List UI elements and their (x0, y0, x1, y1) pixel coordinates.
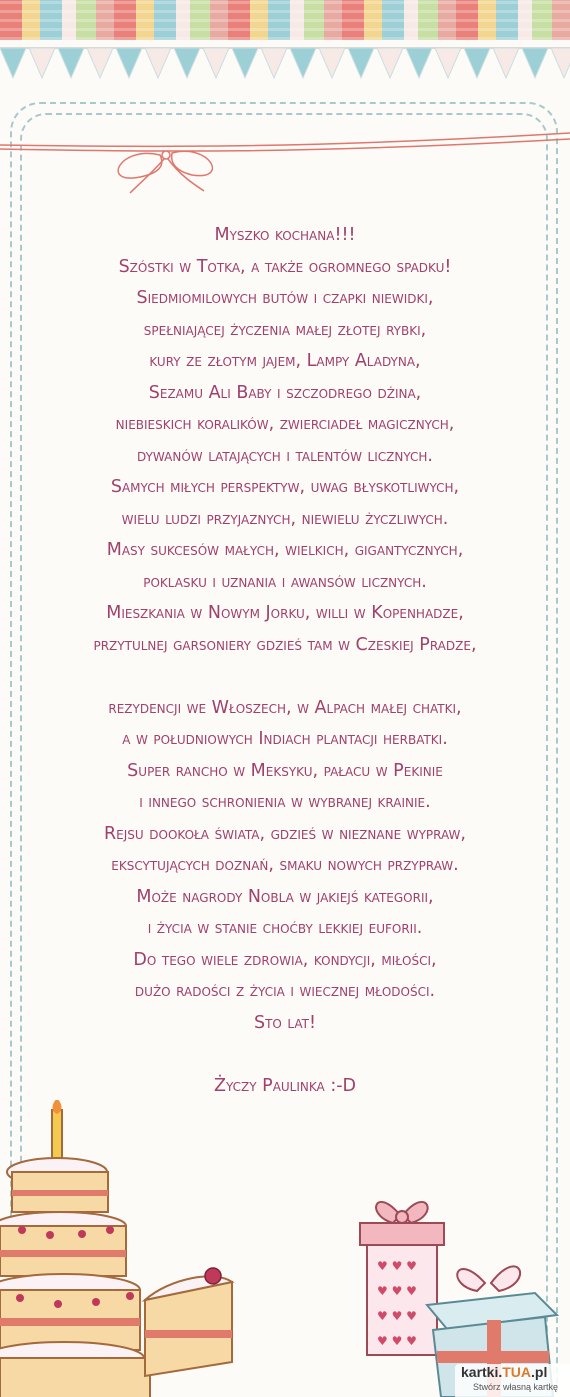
poem-blank-line (30, 661, 540, 693)
poem-line: Samych miłych perspektyw, uwag błyskotliwych, (110, 477, 460, 497)
poem-blank-line (30, 1039, 540, 1071)
poem-line: niebieskich koralików, zwierciadeł magicznych, (115, 414, 455, 434)
poem-line: dywanów latających i talentów licznych. (137, 445, 433, 466)
poem-line: Szóstki w Totka, a także ogromnego spadku! (118, 256, 452, 277)
kartki-logo[interactable] (455, 1364, 570, 1397)
poem-line: Sezamu Ali Baby i szczodrego dżina, (148, 382, 422, 403)
poem-line: dużo radości z życia i wiecznej młodości. (134, 981, 436, 1001)
poem-line: Do tego wiele zdrowia, kondycji, miłości, (133, 949, 437, 970)
logo-wordmark: kartki.TUA.pl (461, 1364, 548, 1380)
birthday-cake-illustration (0, 1100, 250, 1397)
greeting-poem (30, 220, 540, 1102)
poem-line: poklasku i uznania i awansów licznych. (143, 571, 427, 592)
bunting-flag (203, 48, 229, 78)
bunting-flag (522, 48, 548, 78)
bunting-flag (348, 48, 374, 78)
bunting-flag (29, 48, 55, 78)
poem-line: wielu ludzi przyjaznych, niewielu życzliwych. (121, 508, 449, 529)
bunting-flag (58, 48, 84, 78)
poem-line: Rejsu dookoła świata, gdzieś w nieznane wypraw, (104, 823, 466, 844)
poem-line: Super rancho w Meksyku, pałacu w Pekinie (127, 760, 443, 781)
bunting-flag (116, 48, 142, 78)
poem-line: Siedmiomilowych butów i czapki niewidki, (136, 288, 434, 308)
poem-line: Masy sukcesów małych, wielkich, gigantycznych, (106, 540, 464, 560)
bunting-flag (145, 48, 171, 78)
poem-line: Mieszkania w Nowym Jorku, willi w Kopenhadze, (106, 603, 464, 623)
top-stripe-border (0, 0, 570, 40)
poem-line: ekscytujących doznań, smaku nowych przypraw. (111, 855, 459, 875)
poem-line: a w południowych Indiach plantacji herbatki. (122, 729, 448, 749)
svg-text:♥ ♥ ♥: ♥ ♥ ♥ (377, 1309, 417, 1323)
poem-line: i innego schronienia w wybranej krainie. (139, 792, 431, 812)
bunting-flag (261, 48, 287, 78)
svg-text:♥ ♥ ♥: ♥ ♥ ♥ (377, 1259, 417, 1273)
bunting-flag (174, 48, 200, 78)
bunting-flag (290, 48, 316, 78)
poem-line: Myszko kochana!!! (214, 225, 356, 245)
poem-line: i życia w stanie choćby lekkiej euforii. (147, 918, 423, 938)
bunting-flag (319, 48, 345, 78)
bunting-flag (435, 48, 461, 78)
bunting-banner (0, 40, 570, 90)
bunting-flag (0, 48, 26, 78)
poem-line: Sto lat! (253, 1012, 317, 1033)
bunting-flag (406, 48, 432, 78)
poem-line: spełniającej życzenia małej złotej rybki, (143, 319, 427, 340)
poem-line: przytulnej garsoniery gdzieś tam w Czeskiej Pradze, (93, 634, 477, 655)
poem-line: rezydencji we Włoszech, w Alpach małej chatki, (108, 697, 462, 718)
logo-tagline: Stwórz własną kartkę (473, 1382, 559, 1392)
ribbon-bow (0, 125, 570, 195)
bunting-flag (377, 48, 403, 78)
poem-line: Życzy Paulinka :-D (213, 1075, 357, 1096)
bunting-flag (551, 48, 570, 78)
bunting-flag (493, 48, 519, 78)
svg-text:♥ ♥ ♥: ♥ ♥ ♥ (377, 1334, 417, 1348)
svg-text:♥ ♥ ♥: ♥ ♥ ♥ (377, 1284, 417, 1298)
bunting-flag (87, 48, 113, 78)
bunting-flag (464, 48, 490, 78)
bunting-flag (232, 48, 258, 78)
poem-line: kury ze złotym jajem, Lampy Aladyna, (149, 351, 421, 371)
poem-line: Może nagrody Nobla w jakiejś kategorii, (136, 886, 434, 907)
